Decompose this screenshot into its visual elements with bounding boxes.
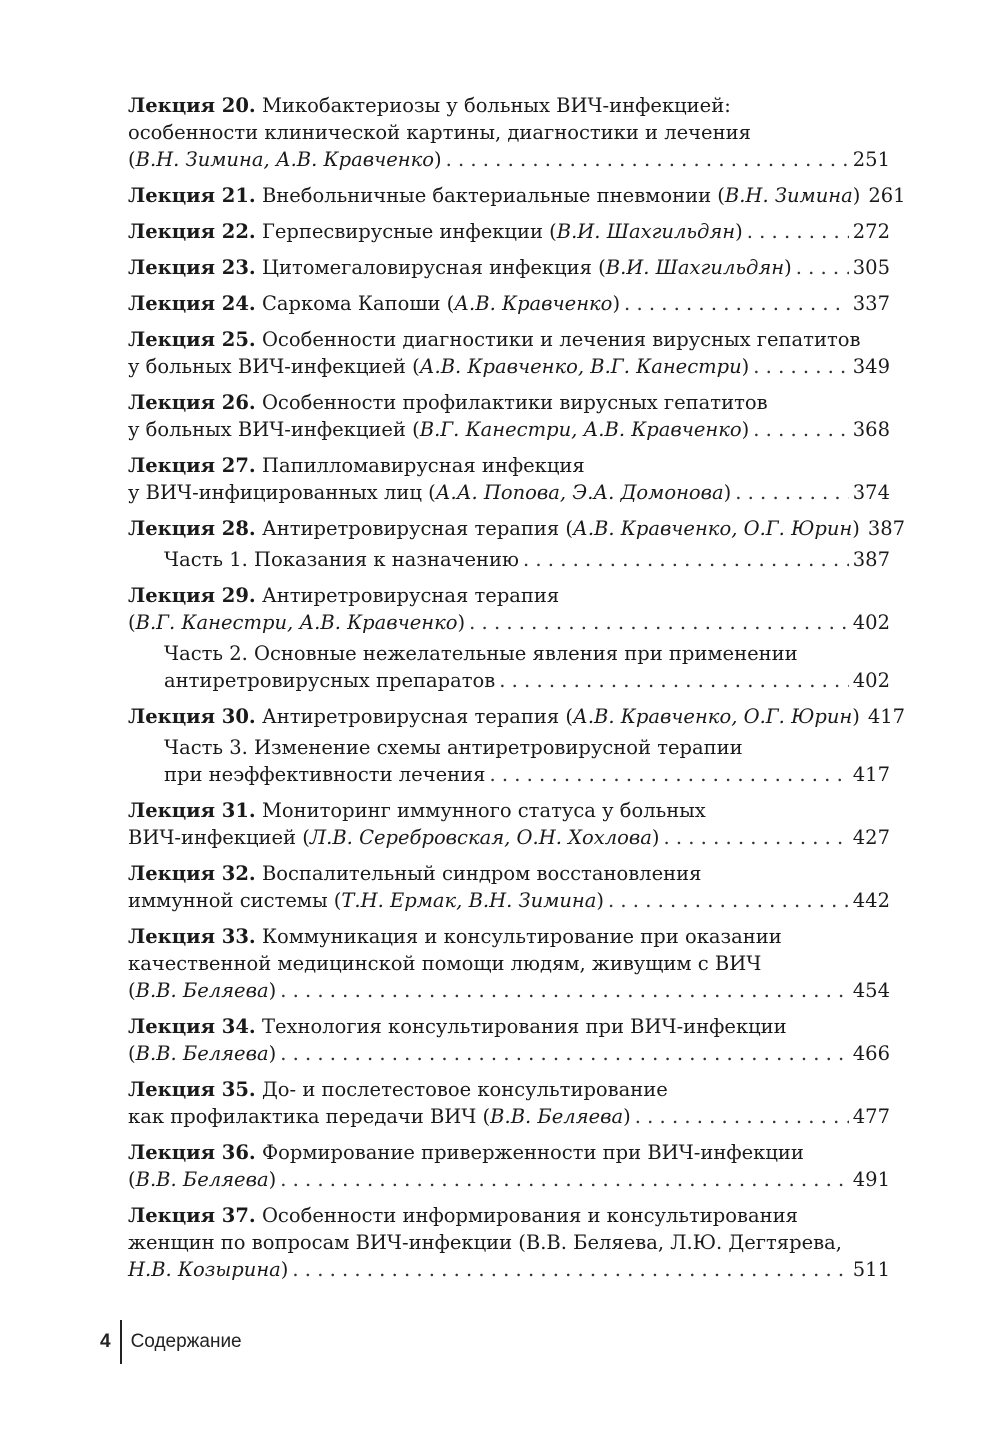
- entry-title-text: Особенности информирования и консультирования: [261, 1204, 798, 1227]
- toc-entry-line: [128, 92, 890, 119]
- entry-title-text: До- и послетестовое консультирование: [261, 1078, 668, 1101]
- dot-leader: [280, 977, 849, 1004]
- toc-entry[interactable]: [128, 797, 890, 851]
- entry-title-text: ): [433, 148, 442, 171]
- toc-entry[interactable]: [128, 290, 890, 317]
- lecture-label: Лекция 32.: [128, 862, 256, 885]
- entry-title-text: ): [784, 256, 792, 279]
- lecture-label: Лекция 30.: [128, 705, 256, 728]
- page-reference: 368: [852, 418, 890, 441]
- entry-title-text: Часть 2. Основные нежелательные явления при применении: [164, 642, 798, 665]
- entry-title-text: Герпесвирусные инфекции (: [261, 220, 557, 243]
- entry-title-text: ): [268, 1042, 277, 1065]
- dot-leader: [292, 1256, 848, 1283]
- entry-title-text: Мониторинг иммунного статуса у больных: [261, 799, 706, 822]
- page-footer: [100, 1318, 242, 1366]
- page-reference: 491: [852, 1168, 890, 1191]
- page-reference: 477: [852, 1105, 890, 1128]
- entry-title-text: ): [741, 355, 750, 378]
- dot-leader: [523, 546, 849, 573]
- entry-title-text: как профилактика передачи ВИЧ (: [128, 1105, 491, 1128]
- entry-title-text: Микобактериозы у больных ВИЧ-инфекцией:: [261, 94, 731, 117]
- page-reference: 387: [867, 517, 906, 540]
- entry-title-text: Часть 3. Изменение схемы антиретровирусной терапии: [164, 736, 743, 759]
- toc-entry-last-line: [128, 353, 890, 380]
- entry-title-text: (: [128, 611, 136, 634]
- lecture-label: Лекция 36.: [128, 1141, 256, 1164]
- toc-entry-line: [128, 326, 890, 353]
- entry-authors: В.И. Шахгильдян: [556, 220, 736, 243]
- section-title: Содержание: [130, 1331, 242, 1352]
- toc-entry-last-line: [128, 515, 906, 542]
- toc-entry-last-line: [128, 290, 890, 317]
- dot-leader: [747, 218, 849, 245]
- entry-title-text: ): [623, 1105, 631, 1128]
- toc-entry[interactable]: [128, 1202, 890, 1283]
- lecture-label: Лекция 34.: [128, 1015, 256, 1038]
- dot-leader: [608, 887, 849, 914]
- entry-authors: А.А. Попова, Э.А. Домонова: [435, 481, 724, 504]
- page-reference: 251: [852, 148, 890, 171]
- page-reference: 466: [852, 1042, 890, 1065]
- toc-entry[interactable]: [128, 92, 890, 173]
- toc-entry-line: [128, 797, 890, 824]
- toc-entry-last-line: [128, 416, 890, 443]
- toc-entry-line: [164, 640, 890, 667]
- toc-entry[interactable]: [128, 860, 890, 914]
- entry-title-text: женщин по вопросам ВИЧ-инфекции (В.В. Беляева, Л.Ю. Дегтярева,: [128, 1231, 842, 1254]
- toc-entry[interactable]: [128, 182, 906, 209]
- page-reference: 374: [852, 481, 890, 504]
- toc-entry-last-line: [128, 146, 890, 173]
- toc-entry-line: [128, 452, 890, 479]
- dot-leader: [499, 667, 849, 694]
- entry-authors: А.В. Кравченко: [454, 292, 613, 315]
- page-reference: 417: [852, 763, 890, 786]
- entry-title-text: (: [128, 148, 136, 171]
- dot-leader: [280, 1040, 849, 1067]
- entry-title-text: (: [128, 1042, 136, 1065]
- dot-leader: [663, 824, 848, 851]
- toc-entry[interactable]: [128, 515, 906, 542]
- entry-title-text: Папилломавирусная инфекция: [261, 454, 585, 477]
- entry-authors: А.В. Кравченко, О.Г. Юрин: [573, 705, 853, 728]
- toc-entry-last-line: [128, 1256, 890, 1283]
- entry-title-text: у больных ВИЧ-инфекцией (: [128, 355, 420, 378]
- dot-leader: [624, 290, 849, 317]
- entry-title-text: ): [651, 826, 660, 849]
- entry-authors: А.В. Кравченко, В.Г. Канестри: [419, 355, 742, 378]
- page-reference: 402: [852, 611, 890, 634]
- page-reference: 402: [852, 669, 890, 692]
- entry-authors: В.В. Беляева: [135, 1042, 269, 1065]
- entry-authors: В.В. Беляева: [135, 1168, 269, 1191]
- toc-entry-line: [128, 950, 890, 977]
- entry-authors: В.В. Беляева: [490, 1105, 624, 1128]
- lecture-label: Лекция 37.: [128, 1204, 256, 1227]
- dot-leader: [735, 479, 849, 506]
- lecture-label: Лекция 24.: [128, 292, 256, 315]
- entry-title-text: ): [852, 705, 860, 728]
- toc-entry[interactable]: [128, 582, 890, 636]
- toc-entry-line: [128, 1013, 890, 1040]
- toc-entry-last-line: [128, 479, 890, 506]
- lecture-label: Лекция 20.: [128, 94, 256, 117]
- entry-authors: В.Н. Зимина, А.В. Кравченко: [135, 148, 434, 171]
- toc-entry-last-line: [128, 1040, 890, 1067]
- dot-leader: [489, 761, 848, 788]
- entry-title-text: Формирование приверженности при ВИЧ-инфекции: [261, 1141, 804, 1164]
- page-reference: 337: [852, 292, 890, 315]
- entry-title-text: Воспалительный синдром восстановления: [261, 862, 702, 885]
- toc-entry-line: [128, 1139, 890, 1166]
- toc-entry-line: [128, 119, 890, 146]
- page-reference: 305: [852, 256, 890, 279]
- entry-authors: А.В. Кравченко, О.Г. Юрин: [573, 517, 853, 540]
- entry-title-text: (: [128, 1168, 136, 1191]
- dot-leader: [446, 146, 849, 173]
- toc-subentry[interactable]: [128, 734, 890, 788]
- entry-authors: В.Г. Канестри, А.В. Кравченко: [419, 418, 742, 441]
- toc-entry-line: [128, 1229, 890, 1256]
- table-of-contents: [128, 92, 906, 1292]
- entry-title-text: при неэффективности лечения: [164, 763, 486, 786]
- page-reference: 261: [868, 184, 906, 207]
- toc-entry[interactable]: [128, 703, 906, 730]
- toc-entry-last-line: [128, 824, 890, 851]
- entry-title-text: Особенности диагностики и лечения вирусных гепатитов: [261, 328, 861, 351]
- lecture-label: Лекция 23.: [128, 256, 256, 279]
- entry-title-text: ): [457, 611, 466, 634]
- entry-title-text: ): [612, 292, 621, 315]
- entry-authors: В.Н. Зимина: [724, 184, 853, 207]
- dot-leader: [635, 1103, 849, 1130]
- entry-authors: Л.В. Серебровская, О.Н. Хохлова: [309, 826, 652, 849]
- page-reference: 511: [852, 1258, 890, 1281]
- toc-entry[interactable]: [128, 326, 890, 380]
- entry-authors: В.И. Шахгильдян: [605, 256, 785, 279]
- page-reference: 272: [852, 220, 890, 243]
- entry-title-text: у ВИЧ-инфицированных лиц (: [128, 481, 436, 504]
- toc-subentry[interactable]: [128, 640, 890, 694]
- entry-title-text: ): [735, 220, 743, 243]
- toc-entry-last-line: [128, 977, 890, 1004]
- lecture-label: Лекция 31.: [128, 799, 256, 822]
- dot-leader: [280, 1166, 849, 1193]
- toc-entry-last-line: [128, 254, 890, 281]
- dot-leader: [796, 254, 849, 281]
- entry-title-text: Антиретровирусная терапия (: [261, 705, 574, 728]
- page-reference: 454: [852, 979, 890, 1002]
- toc-entry-last-line: [128, 1166, 890, 1193]
- lecture-label: Лекция 25.: [128, 328, 256, 351]
- toc-entry-line: [128, 923, 890, 950]
- entry-title-text: Внебольничные бактериальные пневмонии (: [261, 184, 725, 207]
- toc-entry[interactable]: [128, 1139, 890, 1193]
- dot-leader: [469, 609, 849, 636]
- entry-title-text: особенности клинической картины, диагностики и лечения: [128, 121, 751, 144]
- dot-leader: [753, 416, 848, 443]
- entry-title-text: качественной медицинской помощи людям, живущим с ВИЧ: [128, 952, 762, 975]
- lecture-label: Лекция 35.: [128, 1078, 256, 1101]
- entry-title-text: ): [852, 517, 860, 540]
- toc-entry-line: [128, 860, 890, 887]
- entry-title-text: у больных ВИЧ-инфекцией (: [128, 418, 420, 441]
- entry-title-text: ): [596, 889, 605, 912]
- toc-entry-last-line: [128, 1103, 890, 1130]
- lecture-label: Лекция 27.: [128, 454, 256, 477]
- entry-title-text: Цитомегаловирусная инфекция (: [261, 256, 606, 279]
- toc-entry-line: [128, 582, 890, 609]
- toc-entry-last-line: [164, 667, 890, 694]
- toc-entry-last-line: [128, 182, 906, 209]
- lecture-label: Лекция 22.: [128, 220, 256, 243]
- entry-title-text: Антиретровирусная терапия (: [261, 517, 574, 540]
- toc-entry-last-line: [128, 703, 906, 730]
- toc-entry-last-line: [128, 218, 890, 245]
- toc-entry[interactable]: [128, 452, 890, 506]
- entry-title-text: Особенности профилактики вирусных гепатитов: [261, 391, 768, 414]
- footer-divider: [120, 1320, 122, 1364]
- entry-title-text: антиретровирусных препаратов: [164, 669, 496, 692]
- entry-title-text: иммунной системы (: [128, 889, 342, 912]
- entry-authors: В.Г. Канестри, А.В. Кравченко: [135, 611, 458, 634]
- entry-title-text: Технология консультирования при ВИЧ-инфекции: [261, 1015, 787, 1038]
- entry-title-text: ): [268, 979, 277, 1002]
- lecture-label: Лекция 21.: [128, 184, 256, 207]
- entry-title-text: (: [128, 979, 136, 1002]
- page-reference: 349: [852, 355, 890, 378]
- page-reference: 442: [852, 889, 890, 912]
- page-reference: 427: [852, 826, 890, 849]
- toc-entry[interactable]: [128, 1013, 890, 1067]
- entry-title-text: ): [723, 481, 732, 504]
- entry-title-text: Саркома Капоши (: [261, 292, 455, 315]
- page-reference: 417: [867, 705, 906, 728]
- toc-entry-last-line: [164, 546, 890, 573]
- lecture-label: Лекция 29.: [128, 584, 256, 607]
- toc-entry-line: [128, 389, 890, 416]
- entry-title-text: ): [741, 418, 750, 441]
- entry-authors: В.В. Беляева: [135, 979, 269, 1002]
- toc-entry-line: [128, 1202, 890, 1229]
- lecture-label: Лекция 26.: [128, 391, 256, 414]
- toc-entry-last-line: [128, 887, 890, 914]
- lecture-label: Лекция 28.: [128, 517, 256, 540]
- entry-title-text: ): [280, 1258, 289, 1281]
- toc-entry-last-line: [164, 761, 890, 788]
- toc-entry[interactable]: [128, 254, 890, 281]
- page-number: 4: [100, 1331, 111, 1352]
- toc-entry[interactable]: [128, 389, 890, 443]
- entry-title-text: ): [268, 1168, 277, 1191]
- toc-entry-last-line: [128, 609, 890, 636]
- page-reference: 387: [852, 548, 890, 571]
- lecture-label: Лекция 33.: [128, 925, 256, 948]
- toc-entry-line: [128, 1076, 890, 1103]
- entry-title-text: Коммуникация и консультирование при оказании: [261, 925, 782, 948]
- toc-entry[interactable]: [128, 923, 890, 1004]
- toc-entry-line: [164, 734, 890, 761]
- entry-title-text: Антиретровирусная терапия: [261, 584, 560, 607]
- entry-title-text: Часть 1. Показания к назначению: [164, 548, 520, 571]
- toc-entry[interactable]: [128, 218, 890, 245]
- entry-title-text: ВИЧ-инфекцией (: [128, 826, 310, 849]
- entry-authors: Т.Н. Ермак, В.Н. Зимина: [341, 889, 597, 912]
- entry-authors: Н.В. Козырина: [128, 1258, 281, 1281]
- dot-leader: [753, 353, 848, 380]
- toc-entry[interactable]: [128, 1076, 890, 1130]
- entry-title-text: ): [852, 184, 861, 207]
- toc-subentry[interactable]: [128, 546, 890, 573]
